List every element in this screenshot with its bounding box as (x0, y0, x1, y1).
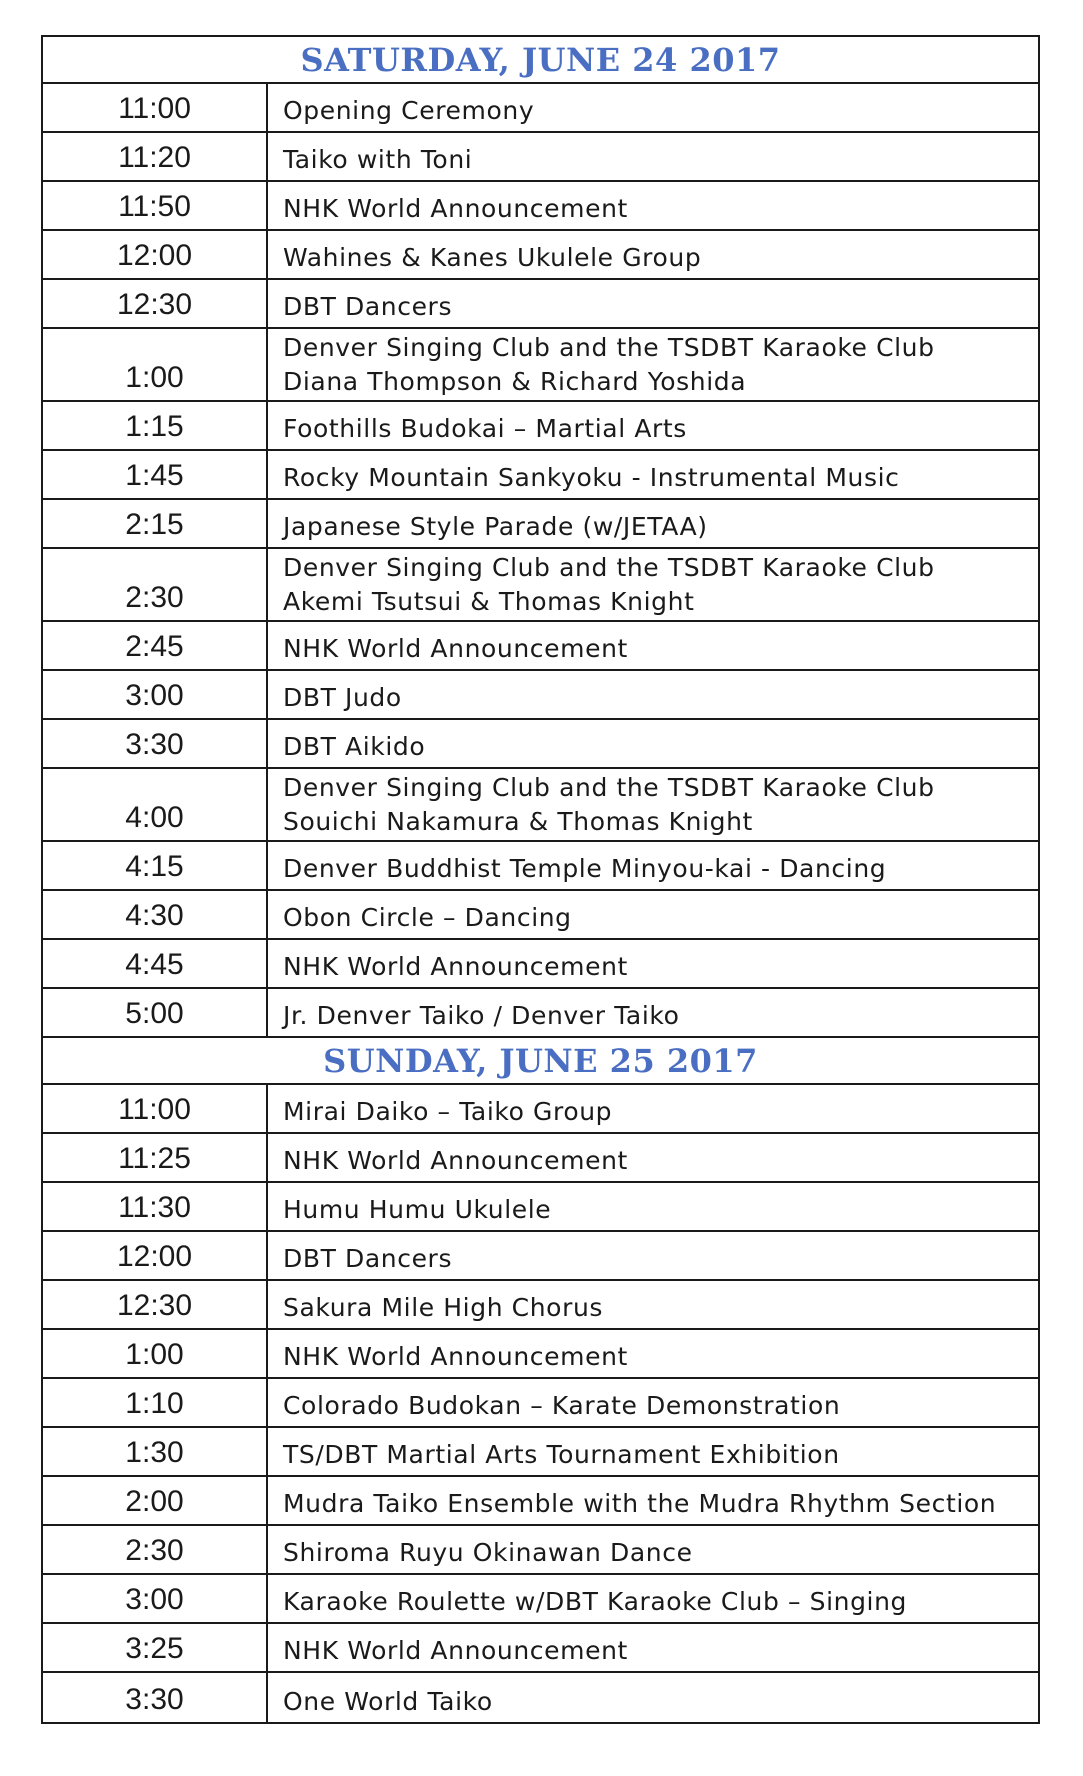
sunday-rows (43, 1085, 1038, 1722)
schedule-row (43, 84, 1038, 133)
schedule-row (43, 500, 1038, 549)
event-description (268, 671, 1038, 718)
event-line: Denver Singing Club and the TSDBT Karaoke Club (283, 553, 935, 582)
event-time: 3:00 (43, 671, 268, 718)
saturday-header (43, 37, 1038, 84)
event-description (268, 549, 1038, 620)
event-time: 4:45 (43, 940, 268, 987)
event-time: 3:30 (43, 720, 268, 767)
event-time: 1:30 (43, 1428, 268, 1475)
event-time: 12:30 (43, 1281, 268, 1328)
schedule-row (43, 891, 1038, 940)
event-description (268, 500, 1038, 547)
event-description (268, 402, 1038, 449)
event-time: 2:30 (43, 549, 268, 620)
schedule-row (43, 1526, 1038, 1575)
schedule-row (43, 1183, 1038, 1232)
event-line: Obon Circle – Dancing (283, 903, 572, 932)
event-description (268, 769, 1038, 840)
event-line: NHK World Announcement (283, 1342, 628, 1371)
event-line: DBT Aikido (283, 732, 426, 761)
event-time: 2:30 (43, 1526, 268, 1573)
event-description (268, 451, 1038, 498)
event-line: Colorado Budokan – Karate Demonstration (283, 1391, 841, 1420)
event-description (268, 133, 1038, 180)
event-time: 1:00 (43, 329, 268, 400)
event-time: 3:30 (43, 1673, 268, 1722)
schedule-row (43, 1281, 1038, 1330)
schedule-row (43, 1379, 1038, 1428)
event-time: 11:00 (43, 1085, 268, 1132)
event-description (268, 231, 1038, 278)
event-line: Rocky Mountain Sankyoku - Instrumental Music (283, 463, 900, 492)
event-time: 12:00 (43, 1232, 268, 1279)
event-description (268, 1575, 1038, 1622)
event-time: 12:30 (43, 280, 268, 327)
event-line: DBT Dancers (283, 1244, 453, 1273)
event-line: Taiko with Toni (283, 145, 473, 174)
event-line: Foothills Budokai – Martial Arts (283, 414, 687, 443)
schedule-row (43, 1575, 1038, 1624)
event-description (268, 182, 1038, 229)
event-time: 5:00 (43, 989, 268, 1036)
event-time: 1:45 (43, 451, 268, 498)
event-description (268, 891, 1038, 938)
event-line: NHK World Announcement (283, 634, 628, 663)
event-description (268, 1330, 1038, 1377)
event-line: Japanese Style Parade (w/JETAA) (283, 512, 708, 541)
schedule-row (43, 1134, 1038, 1183)
schedule-row (43, 720, 1038, 769)
event-line: Shiroma Ruyu Okinawan Dance (283, 1538, 693, 1567)
event-description (268, 1281, 1038, 1328)
event-line: Sakura Mile High Chorus (283, 1293, 604, 1322)
sunday-title: SUNDAY, JUNE 25 2017 (323, 1041, 758, 1080)
event-line: Wahines & Kanes Ukulele Group (283, 243, 702, 272)
event-time: 2:15 (43, 500, 268, 547)
event-time: 11:25 (43, 1134, 268, 1181)
event-line: Diana Thompson & Richard Yoshida (283, 367, 747, 396)
event-time: 1:00 (43, 1330, 268, 1377)
schedule-row (43, 671, 1038, 720)
event-description (268, 720, 1038, 767)
schedule-table (41, 35, 1040, 1724)
schedule-row (43, 231, 1038, 280)
event-description (268, 940, 1038, 987)
schedule-row (43, 1624, 1038, 1673)
event-line: NHK World Announcement (283, 194, 628, 223)
schedule-row (43, 133, 1038, 182)
event-time: 11:50 (43, 182, 268, 229)
event-description (268, 280, 1038, 327)
event-line: Akemi Tsutsui & Thomas Knight (283, 587, 695, 616)
schedule-row (43, 842, 1038, 891)
event-description (268, 1673, 1038, 1722)
event-description (268, 1232, 1038, 1279)
event-time: 3:25 (43, 1624, 268, 1671)
event-description (268, 622, 1038, 669)
event-line: Opening Ceremony (283, 96, 535, 125)
schedule-row (43, 1477, 1038, 1526)
event-line: Jr. Denver Taiko / Denver Taiko (283, 1001, 680, 1030)
schedule-row (43, 549, 1038, 622)
event-line: Humu Humu Ukulele (283, 1195, 552, 1224)
saturday-rows (43, 84, 1038, 1038)
event-description (268, 329, 1038, 400)
schedule-row (43, 989, 1038, 1038)
schedule-row (43, 451, 1038, 500)
event-description (268, 1134, 1038, 1181)
event-line: Mirai Daiko – Taiko Group (283, 1097, 613, 1126)
event-description (268, 1477, 1038, 1524)
event-line: TS/DBT Martial Arts Tournament Exhibition (283, 1440, 840, 1469)
event-time: 4:30 (43, 891, 268, 938)
event-line: NHK World Announcement (283, 1146, 628, 1175)
schedule-row (43, 1085, 1038, 1134)
event-time: 4:00 (43, 769, 268, 840)
event-time: 1:15 (43, 402, 268, 449)
event-time: 2:45 (43, 622, 268, 669)
saturday-title: SATURDAY, JUNE 24 2017 (300, 40, 781, 79)
event-time: 11:20 (43, 133, 268, 180)
schedule-row (43, 329, 1038, 402)
schedule-row (43, 182, 1038, 231)
schedule-row (43, 622, 1038, 671)
event-line: DBT Judo (283, 683, 402, 712)
event-description (268, 1085, 1038, 1132)
event-time: 3:00 (43, 1575, 268, 1622)
event-line: DBT Dancers (283, 292, 453, 321)
event-time: 11:30 (43, 1183, 268, 1230)
sunday-header (43, 1038, 1038, 1085)
schedule-row (43, 1673, 1038, 1722)
event-description (268, 1526, 1038, 1573)
event-description (268, 989, 1038, 1036)
event-time: 4:15 (43, 842, 268, 889)
event-line: Denver Singing Club and the TSDBT Karaoke Club (283, 773, 935, 802)
event-description (268, 84, 1038, 131)
event-description (268, 842, 1038, 889)
event-line: NHK World Announcement (283, 952, 628, 981)
event-description (268, 1624, 1038, 1671)
event-line: NHK World Announcement (283, 1636, 628, 1665)
event-time: 2:00 (43, 1477, 268, 1524)
event-line: One World Taiko (283, 1687, 493, 1716)
event-line: Karaoke Roulette w/DBT Karaoke Club – Singing (283, 1587, 907, 1616)
event-description (268, 1183, 1038, 1230)
event-time: 1:10 (43, 1379, 268, 1426)
event-description (268, 1428, 1038, 1475)
event-line: Souichi Nakamura & Thomas Knight (283, 807, 753, 836)
event-line: Denver Buddhist Temple Minyou-kai - Dancing (283, 854, 887, 883)
schedule-row (43, 940, 1038, 989)
schedule-row (43, 1330, 1038, 1379)
schedule-row (43, 402, 1038, 451)
schedule-row (43, 1428, 1038, 1477)
event-description (268, 1379, 1038, 1426)
event-line: Mudra Taiko Ensemble with the Mudra Rhythm Section (283, 1489, 997, 1518)
schedule-row (43, 280, 1038, 329)
event-time: 12:00 (43, 231, 268, 278)
schedule-row (43, 1232, 1038, 1281)
event-line: Denver Singing Club and the TSDBT Karaoke Club (283, 333, 935, 362)
schedule-row (43, 769, 1038, 842)
event-time: 11:00 (43, 84, 268, 131)
